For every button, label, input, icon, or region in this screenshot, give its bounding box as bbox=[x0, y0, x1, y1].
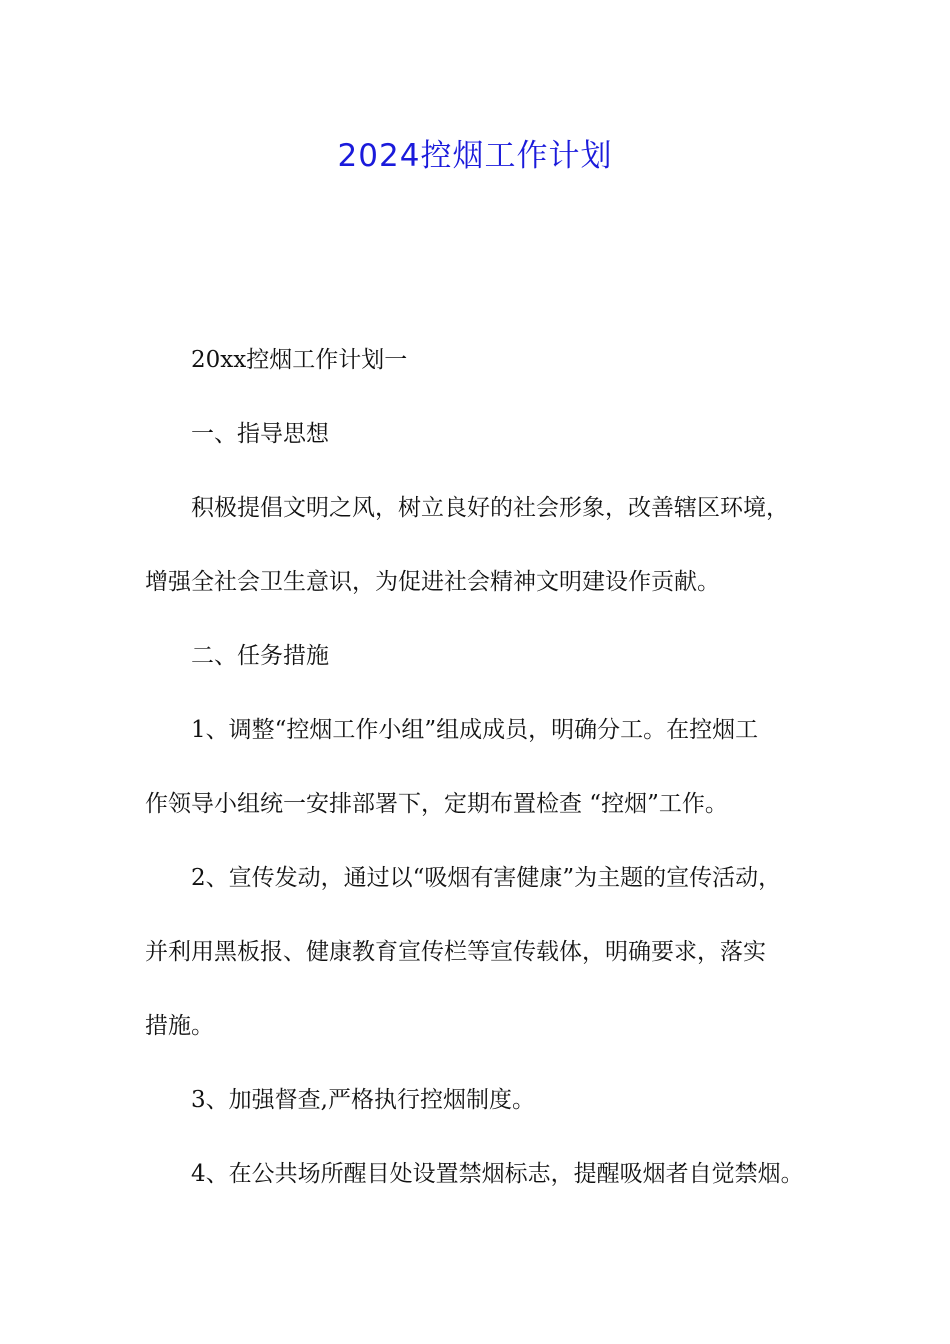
document-body bbox=[145, 323, 825, 1211]
section-heading-guiding-ideology: 一、指导思想 bbox=[191, 421, 329, 447]
paragraph-line: 并利用黑板报、健康教育宣传栏等宣传载体，明确要求，落实 bbox=[145, 939, 766, 965]
paragraph-line: 3、加强督查,严格执行控烟制度。 bbox=[191, 1087, 535, 1113]
paragraph-line: 2、宣传发动，通过以“吸烟有害健康”为主题的宣传活动， bbox=[191, 865, 782, 891]
section-heading-task-measures: 二、任务措施 bbox=[191, 643, 329, 669]
paragraph-line: 增强全社会卫生意识，为促进社会精神文明建设作贡献。 bbox=[145, 569, 720, 595]
paragraph-line: 积极提倡文明之风，树立良好的社会形象，改善辖区环境， bbox=[191, 495, 789, 521]
paragraph-line: 措施。 bbox=[145, 1013, 214, 1039]
paragraph-line: 4、在公共场所醒目处设置禁烟标志，提醒吸烟者自觉禁烟。 bbox=[191, 1161, 804, 1187]
document-title: 2024控烟工作计划 bbox=[337, 138, 613, 174]
paragraph-line: 作领导小组统一安排部署下，定期布置检查 “控烟”工作。 bbox=[145, 791, 728, 817]
section-heading-plan-one: 20xx控烟工作计划一 bbox=[191, 347, 408, 373]
paragraph-line: 1、调整“控烟工作小组”组成成员，明确分工。在控烟工 bbox=[191, 717, 759, 743]
